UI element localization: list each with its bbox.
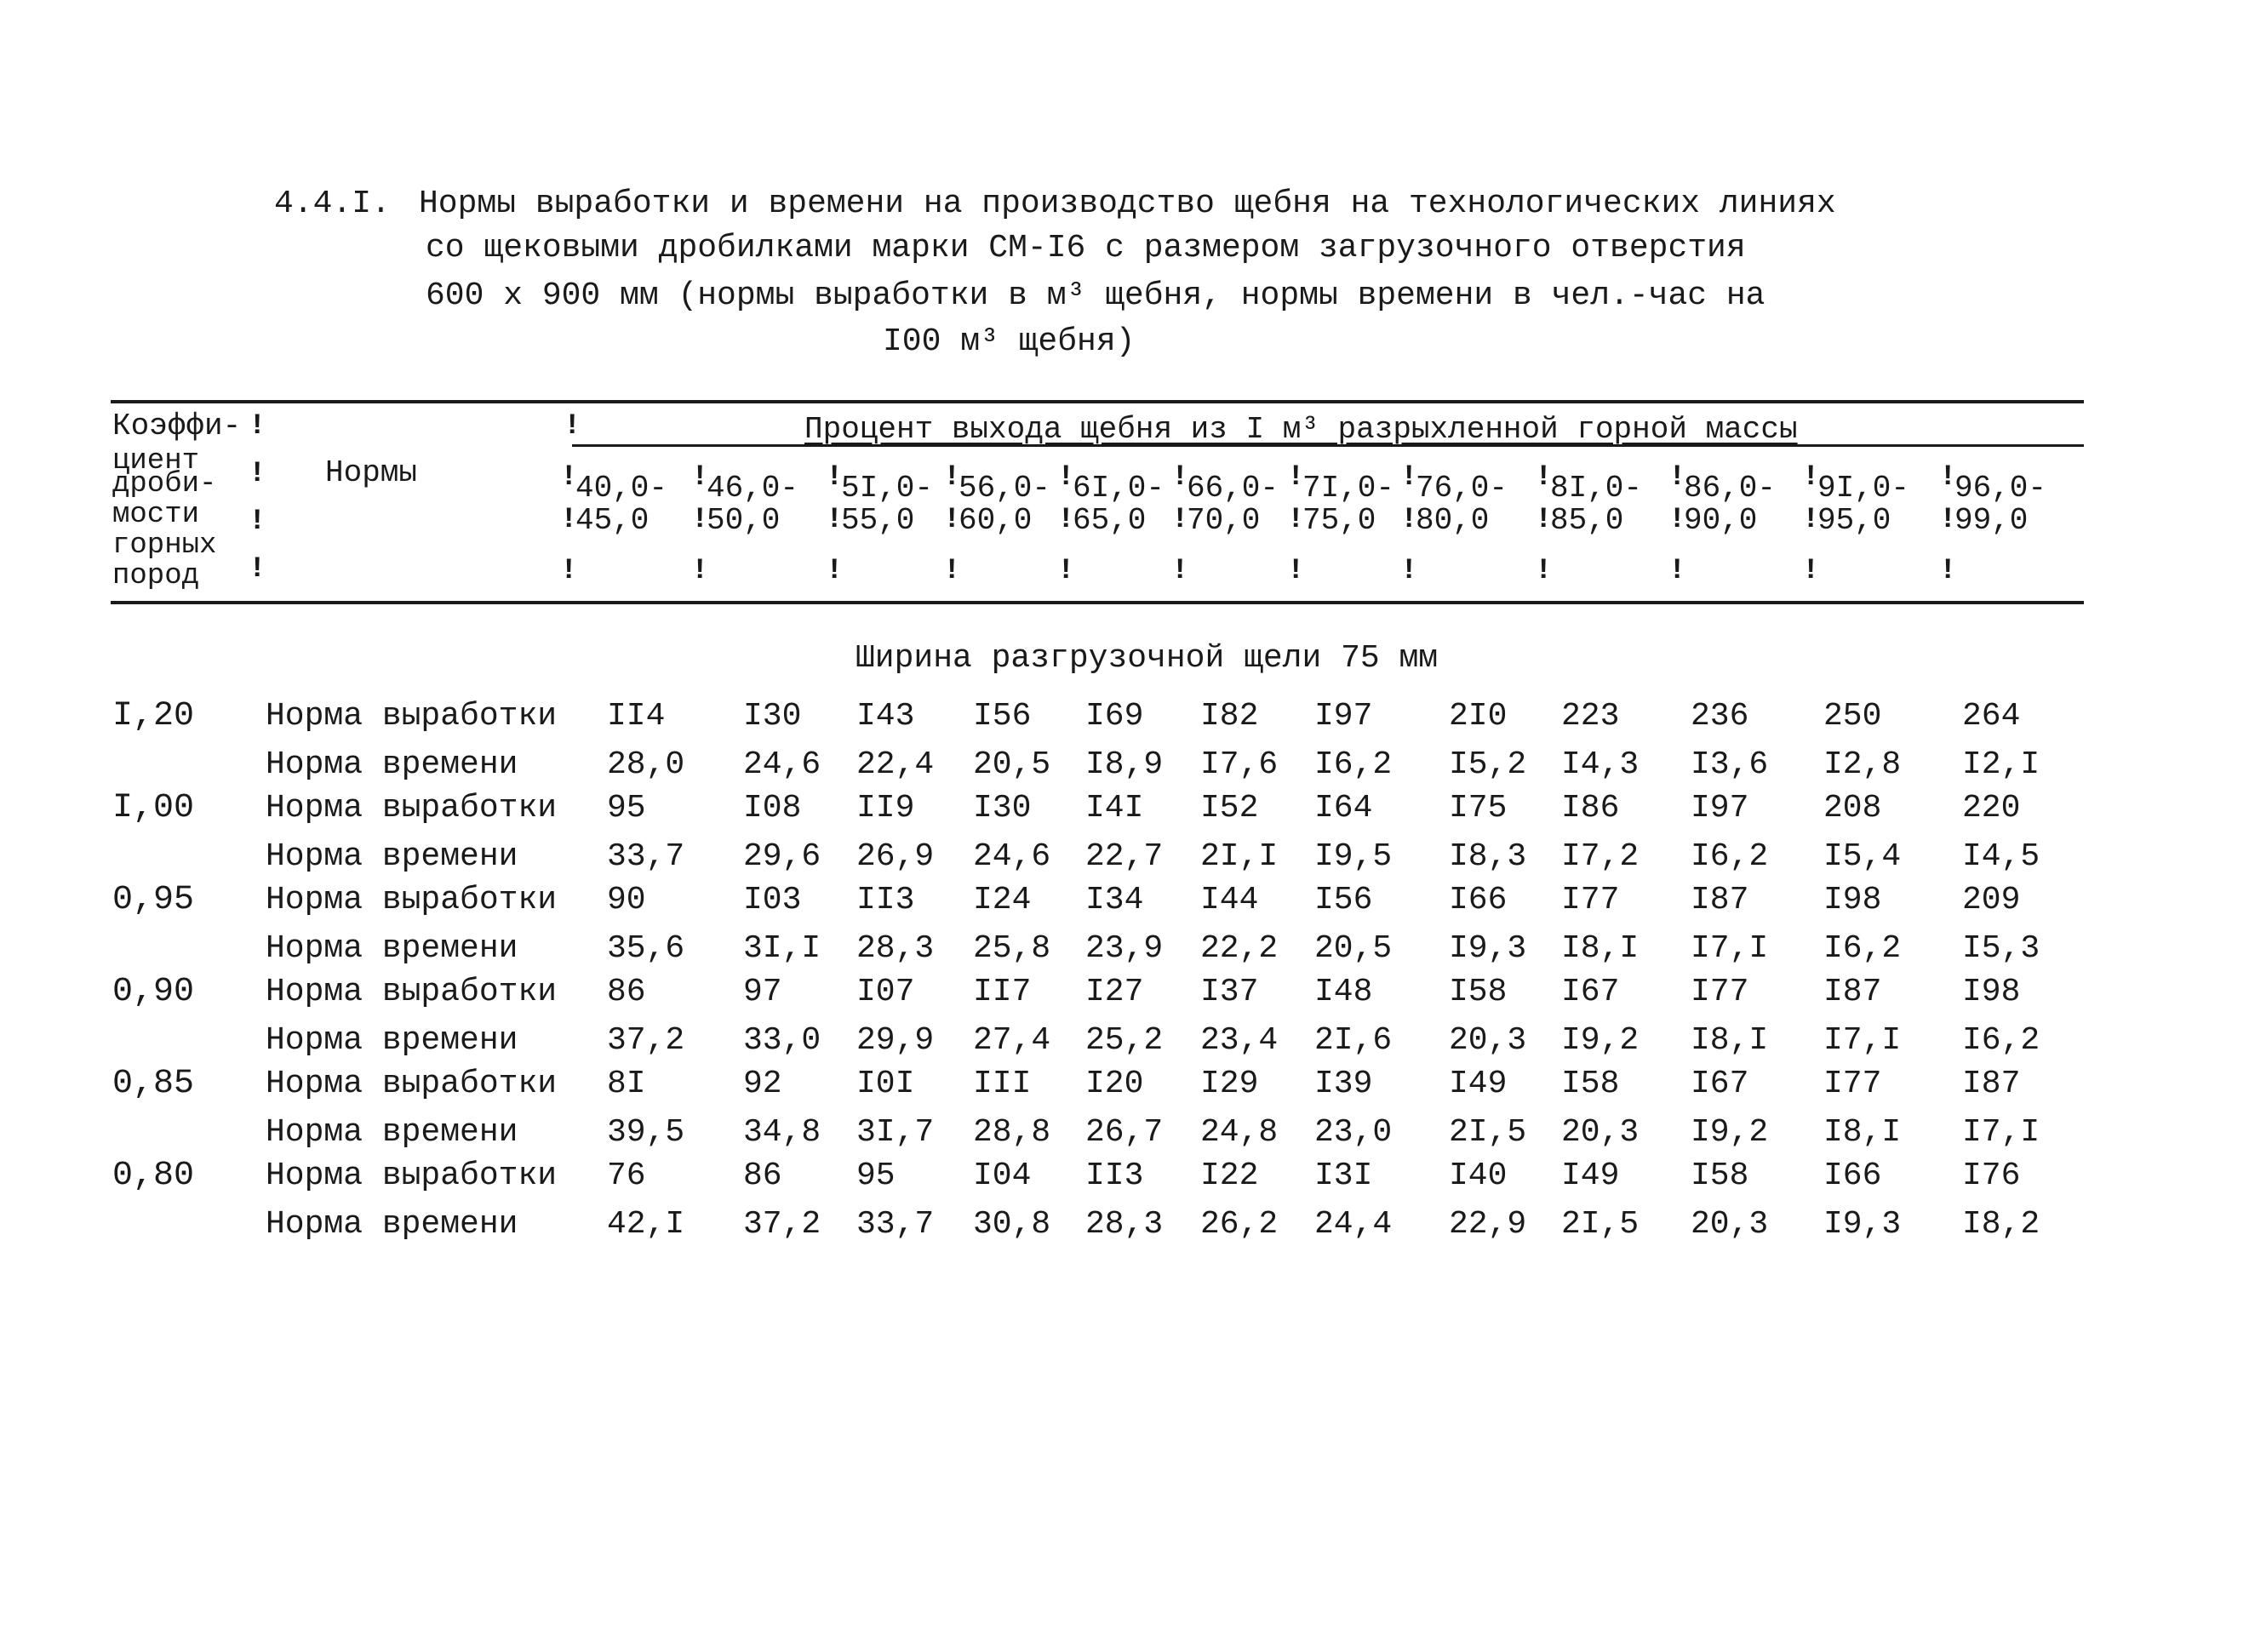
row-label-output: Норма выработки [266,1066,558,1102]
coef-value: 0,80 [112,1157,195,1195]
section-title: Ширина разгрузочной щели 75 мм [856,640,1439,677]
output-norm-cell: I22 [1200,1158,1259,1194]
column-separator-mark: ! [691,504,709,536]
caption-number: 4.4.I. [274,186,391,222]
header-coef-line: мости [112,499,200,531]
output-norm-cell: 92 [743,1066,782,1102]
range-to: 55,0 [841,503,915,538]
column-separator-mark: ! [1939,461,1957,494]
output-norm-cell: 95 [856,1158,896,1194]
output-norm-cell: I69 [1085,698,1144,735]
output-norm-cell: I77 [1691,974,1749,1010]
row-label-time: Норма времени [266,1206,518,1243]
column-separator-mark: ! [826,504,844,536]
output-norm-cell: I49 [1449,1066,1508,1102]
range-to: 65,0 [1073,503,1147,538]
time-norm-cell: 26,2 [1200,1206,1279,1243]
time-norm-cell: 20,5 [1314,930,1393,967]
range-from: 40,0- [575,471,668,506]
column-separator-mark: ! [1171,555,1189,587]
output-norm-cell: I03 [743,882,802,918]
time-norm-cell: I3,6 [1691,746,1769,783]
output-norm-cell: I08 [743,790,802,826]
time-norm-cell: 33,7 [607,838,685,875]
time-norm-cell: I9,3 [1823,1206,1902,1243]
column-separator-mark: ! [560,555,578,587]
header-coef-line: циент [112,445,200,477]
time-norm-cell: I4,5 [1962,838,2040,875]
time-norm-cell: I5,3 [1962,930,2040,967]
time-norm-cell: 39,5 [607,1114,685,1151]
output-norm-cell: 223 [1561,698,1620,735]
time-norm-cell: 23,9 [1085,930,1164,967]
output-norm-cell: I87 [1823,974,1882,1010]
row-label-time: Норма времени [266,1022,518,1059]
range-to: 70,0 [1187,503,1261,538]
range-from: 5I,0- [841,471,934,506]
time-norm-cell: I6,2 [1314,746,1393,783]
range-from: 46,0- [707,471,799,506]
output-norm-cell: I87 [1962,1066,2021,1102]
output-norm-cell: I07 [856,974,915,1010]
table-caption [274,182,1836,361]
range-to: 95,0 [1817,503,1891,538]
header-top-rule [111,400,2084,403]
time-norm-cell: 3I,7 [856,1114,935,1151]
output-norm-cell: I87 [1691,882,1749,918]
range-to: 45,0 [575,503,650,538]
column-separator-mark: ! [560,461,578,494]
time-norm-cell: I7,I [1823,1022,1902,1059]
output-norm-cell: II7 [973,974,1032,1010]
time-norm-cell: 2I,5 [1561,1206,1640,1243]
output-norm-cell: I20 [1085,1066,1144,1102]
header-coef-line: горных [112,529,217,562]
range-to: 80,0 [1416,503,1490,538]
row-label-output: Норма выработки [266,974,558,1010]
time-norm-cell: 30,8 [973,1206,1051,1243]
column-separator-mark: ! [1287,555,1305,587]
header-span-label: Процент выхода щебня из I м³ разрыхленной горной массы [804,412,1798,447]
output-norm-cell: I44 [1200,882,1259,918]
output-norm-cell: 86 [743,1158,782,1194]
time-norm-cell: 20,3 [1449,1022,1527,1059]
coef-value: 0,95 [112,881,195,919]
time-norm-cell: 29,9 [856,1022,935,1059]
time-norm-cell: I9,2 [1561,1022,1640,1059]
output-norm-cell: I52 [1200,790,1259,826]
row-label-output: Норма выработки [266,882,558,918]
range-from: 96,0- [1954,471,2047,506]
output-norm-cell: I98 [1823,882,1882,918]
column-separator-mark: ! [1057,504,1075,536]
time-norm-cell: I9,5 [1314,838,1393,875]
time-norm-cell: I7,I [1691,930,1769,967]
time-norm-cell: 3I,I [743,930,821,967]
output-norm-cell: I64 [1314,790,1373,826]
output-norm-cell: I40 [1449,1158,1508,1194]
output-norm-cell: I43 [856,698,915,735]
coef-value: I,00 [112,789,195,827]
output-norm-cell: I24 [973,882,1032,918]
range-to: 75,0 [1302,503,1376,538]
row-label-output: Норма выработки [266,1158,558,1194]
time-norm-cell: 22,9 [1449,1206,1527,1243]
output-norm-cell: I48 [1314,974,1373,1010]
output-norm-cell: I66 [1449,882,1508,918]
output-norm-cell: 8I [607,1066,646,1102]
column-separator-mark: ! [1057,461,1075,494]
output-norm-cell: I04 [973,1158,1032,1194]
output-norm-cell: 76 [607,1158,646,1194]
range-to: 99,0 [1954,503,2029,538]
time-norm-cell: 27,4 [973,1022,1051,1059]
time-norm-cell: 29,6 [743,838,821,875]
output-norm-cell: 220 [1962,790,2021,826]
coef-value: 0,90 [112,973,195,1011]
time-norm-cell: 33,7 [856,1206,935,1243]
column-separator-mark: ! [1802,461,1820,494]
output-norm-cell: I0I [856,1066,915,1102]
time-norm-cell: I7,2 [1561,838,1640,875]
time-norm-cell: 42,I [607,1206,685,1243]
output-norm-cell: I67 [1561,974,1620,1010]
output-norm-cell: I39 [1314,1066,1373,1102]
range-from: 56,0- [959,471,1051,506]
time-norm-cell: 28,8 [973,1114,1051,1151]
time-norm-cell: 2I,5 [1449,1114,1527,1151]
output-norm-cell: I77 [1561,882,1620,918]
output-norm-cell: 95 [607,790,646,826]
caption-line-1: Нормы выработки и времени на производство щебня на технологических линиях [419,186,1836,222]
output-norm-cell: II9 [856,790,915,826]
time-norm-cell: 25,2 [1085,1022,1164,1059]
caption-line-4: I00 м³ щебня) [883,323,1136,360]
output-norm-cell: I77 [1823,1066,1882,1102]
output-norm-cell: II3 [1085,1158,1144,1194]
time-norm-cell: 28,3 [856,930,935,967]
header-coef-line: Коэффи- [112,409,242,443]
range-to: 85,0 [1550,503,1624,538]
coef-value: 0,85 [112,1065,195,1103]
output-norm-cell: I56 [1314,882,1373,918]
output-norm-cell: 250 [1823,698,1882,735]
column-separator-mark: ! [1287,461,1305,494]
range-to: 90,0 [1684,503,1758,538]
time-norm-cell: 33,0 [743,1022,821,1059]
output-norm-cell: I30 [743,698,802,735]
column-separator-mark: ! [1668,461,1686,494]
time-norm-cell: I5,4 [1823,838,1902,875]
column-separator-mark: ! [1171,461,1189,494]
range-from: 7I,0- [1302,471,1395,506]
output-norm-cell: I75 [1449,790,1508,826]
output-norm-cell: I97 [1691,790,1749,826]
time-norm-cell: I6,2 [1823,930,1902,967]
output-norm-cell: I97 [1314,698,1373,735]
column-separator-mark: ! [1668,504,1686,536]
column-separator-mark: ! [249,410,266,443]
time-norm-cell: 23,4 [1200,1022,1279,1059]
time-norm-cell: I8,2 [1962,1206,2040,1243]
output-norm-cell: I3I [1314,1158,1373,1194]
time-norm-cell: 26,9 [856,838,935,875]
coef-value: I,20 [112,697,195,735]
column-separator-mark: ! [1400,555,1418,587]
output-norm-cell: I82 [1200,698,1259,735]
row-label-output: Норма выработки [266,790,558,826]
output-norm-cell: 236 [1691,698,1749,735]
column-separator-mark: ! [943,504,961,536]
column-separator-mark: ! [826,555,844,587]
caption-line-3: 600 x 900 мм (нормы выработки в м³ щебня, нормы времени в чел.-час на [426,277,1765,314]
output-norm-cell: I86 [1561,790,1620,826]
column-separator-mark: ! [1802,555,1820,587]
column-separator-mark: ! [1535,555,1553,587]
column-separator-mark: ! [1939,504,1957,536]
output-norm-cell: 90 [607,882,646,918]
time-norm-cell: 24,6 [973,838,1051,875]
output-norm-cell: I58 [1691,1158,1749,1194]
output-norm-cell: III [973,1066,1032,1102]
time-norm-cell: I8,I [1691,1022,1769,1059]
column-separator-mark: ! [1287,504,1305,536]
column-separator-mark: ! [560,504,578,536]
column-separator-mark: ! [249,506,266,538]
time-norm-cell: 22,7 [1085,838,1164,875]
time-norm-cell: I6,2 [1691,838,1769,875]
output-norm-cell: I98 [1962,974,2021,1010]
range-to: 60,0 [959,503,1033,538]
output-norm-cell: I29 [1200,1066,1259,1102]
row-label-time: Норма времени [266,746,518,783]
output-norm-cell: I58 [1561,1066,1620,1102]
header-bottom-rule [111,601,2084,604]
time-norm-cell: I9,3 [1449,930,1527,967]
output-norm-cell: 264 [1962,698,2021,735]
output-norm-cell: 208 [1823,790,1882,826]
time-norm-cell: I8,3 [1449,838,1527,875]
time-norm-cell: 2I,I [1200,838,1279,875]
time-norm-cell: 26,7 [1085,1114,1164,1151]
time-norm-cell: 2I,6 [1314,1022,1393,1059]
column-separator-mark: ! [1939,555,1957,587]
time-norm-cell: 25,8 [973,930,1051,967]
column-separator-mark: ! [1400,504,1418,536]
range-from: 86,0- [1684,471,1777,506]
header-coef-line: дроби- [112,468,217,500]
time-norm-cell: 20,5 [973,746,1051,783]
time-norm-cell: 28,0 [607,746,685,783]
time-norm-cell: I5,2 [1449,746,1527,783]
header-coef-line: пород [112,560,200,592]
output-norm-cell: I30 [973,790,1032,826]
column-separator-mark: ! [1535,504,1553,536]
column-separator-mark: ! [1668,555,1686,587]
time-norm-cell: 20,3 [1691,1206,1769,1243]
column-separator-mark: ! [1535,461,1553,494]
output-norm-cell: I76 [1962,1158,2021,1194]
time-norm-cell: 22,4 [856,746,935,783]
range-from: 66,0- [1187,471,1279,506]
time-norm-cell: I6,2 [1962,1022,2040,1059]
column-separator-mark: ! [249,458,266,490]
time-norm-cell: I8,I [1823,1114,1902,1151]
time-norm-cell: I8,9 [1085,746,1164,783]
range-from: 9I,0- [1817,471,1910,506]
output-norm-cell: I4I [1085,790,1144,826]
output-norm-cell: I66 [1823,1158,1882,1194]
column-separator-mark: ! [943,555,961,587]
output-norm-cell: I27 [1085,974,1144,1010]
time-norm-cell: 24,6 [743,746,821,783]
time-norm-cell: 37,2 [743,1206,821,1243]
time-norm-cell: I2,I [1962,746,2040,783]
time-norm-cell: 22,2 [1200,930,1279,967]
time-norm-cell: I9,2 [1691,1114,1769,1151]
range-from: 76,0- [1416,471,1508,506]
time-norm-cell: 24,4 [1314,1206,1393,1243]
column-separator-mark: ! [1400,461,1418,494]
output-norm-cell: I67 [1691,1066,1749,1102]
time-norm-cell: I7,I [1962,1114,2040,1151]
output-norm-cell: 209 [1962,882,2021,918]
column-separator-mark: ! [943,461,961,494]
output-norm-cell: II3 [856,882,915,918]
caption-line-2: со щековыми дробилками марки СМ-I6 с размером загрузочного отверстия [426,230,1746,266]
row-label-time: Норма времени [266,838,518,875]
output-norm-cell: 97 [743,974,782,1010]
time-norm-cell: I7,6 [1200,746,1279,783]
column-separator-mark: ! [1802,504,1820,536]
time-norm-cell: 35,6 [607,930,685,967]
column-separator-mark: ! [564,410,581,443]
output-norm-cell: I49 [1561,1158,1620,1194]
column-separator-mark: ! [1171,504,1189,536]
output-norm-cell: 86 [607,974,646,1010]
header-norms: Нормы [325,455,418,490]
column-separator-mark: ! [826,461,844,494]
time-norm-cell: 23,0 [1314,1114,1393,1151]
range-from: 6I,0- [1073,471,1165,506]
output-norm-cell: 2I0 [1449,698,1508,735]
row-label-time: Норма времени [266,1114,518,1151]
time-norm-cell: 34,8 [743,1114,821,1151]
time-norm-cell: I8,I [1561,930,1640,967]
time-norm-cell: 20,3 [1561,1114,1640,1151]
time-norm-cell: I2,8 [1823,746,1902,783]
time-norm-cell: 24,8 [1200,1114,1279,1151]
output-norm-cell: I34 [1085,882,1144,918]
column-separator-mark: ! [1057,555,1075,587]
output-norm-cell: I37 [1200,974,1259,1010]
column-separator-mark: ! [691,555,709,587]
column-separator-mark: ! [249,553,266,586]
column-separator-mark: ! [691,461,709,494]
range-from: 8I,0- [1550,471,1643,506]
time-norm-cell: 28,3 [1085,1206,1164,1243]
output-norm-cell: II4 [607,698,666,735]
row-label-output: Норма выработки [266,698,558,735]
range-to: 50,0 [707,503,781,538]
output-norm-cell: I56 [973,698,1032,735]
time-norm-cell: 37,2 [607,1022,685,1059]
time-norm-cell: I4,3 [1561,746,1640,783]
output-norm-cell: I58 [1449,974,1508,1010]
row-label-time: Норма времени [266,930,518,967]
